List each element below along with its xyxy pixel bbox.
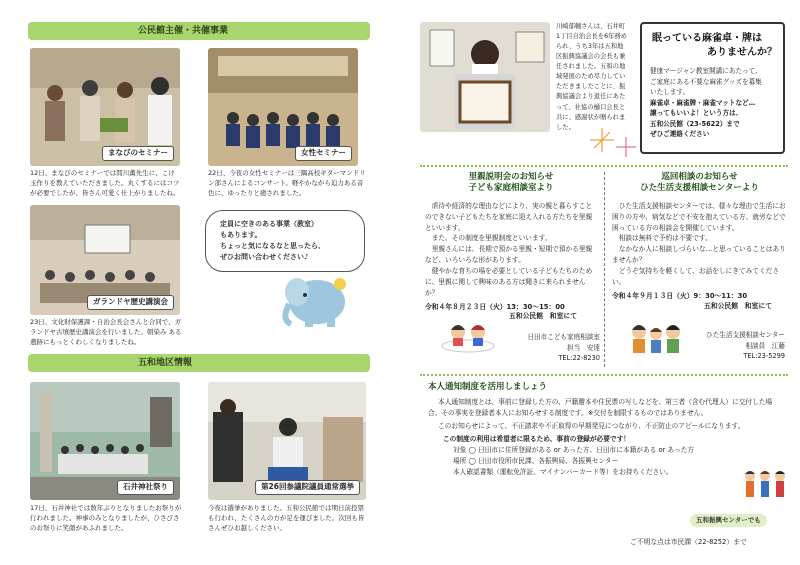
photo-caption: 今夜は選挙がありました。五和公民館では期日前投票も行われ、たくさんの方が足を運びました。次回も皆さんぜひお越しください。	[208, 504, 365, 532]
foster-contact: 日田市こども家庭相談室 担当 安達 TEL:22-8230	[527, 333, 600, 363]
photo-label: 石井神社祭り	[117, 480, 174, 495]
photo-shrine-festival	[30, 382, 180, 500]
consult-body: ひた生活支援相談センターでは、様々な理由で生活にお困りの方や、病気などで不安を抱えている方、就労などで困っている方の相談会を開催しています。 相談は無料で予約は不要です。 なかなか人に相談しづらいな…と思っていることはありませんか？ どうぞ気持ちを軽くして、お話をしにきてみてください。	[612, 201, 786, 286]
photo-women-seminar	[208, 48, 358, 166]
photo-label: 第26回参議院議員通常選挙	[255, 480, 360, 495]
person-caption: 川崎郁輔さんは、石井町1丁目自治会長を6年務められ、うち3年は五和地区振興協議会の会長も兼任されました。五和の地域発展のため尽力していただきましたことに、振興協議会より退任にあたって、社協の樋口会長と共に、感謝状が贈られました。	[556, 23, 627, 131]
notice-body-3: この制度の利用は希望者に限るため、事前の登録が必要です！	[443, 435, 630, 443]
section-header-events-text: 公民館主催・共催事業	[138, 26, 229, 36]
photo-label: まなびのセミナー	[102, 146, 174, 161]
person-with-certificate	[420, 22, 550, 132]
section-header-events	[28, 22, 370, 40]
fireworks-icon	[590, 125, 640, 165]
foster-place: 五和公民館 和室にて	[509, 312, 577, 321]
center-tag: 五和振興センターでも	[690, 514, 767, 527]
notice-docs: 本人確認書類（運転免許証、マイナンバーカード等）をお持ちください。	[453, 467, 673, 476]
consult-title: 巡回相談のお知らせ ひた生活支援相談センターより	[640, 172, 759, 194]
notice-target: 対象 ◯ 日田市に住所登録がある or あった方、日田市に本籍がある or あった方	[453, 445, 695, 454]
bubble-text: 定員に空きのある事業（教室） もあります。 ちょっと気になるなと思ったら、 ぜひお問い合わせください♪	[220, 220, 325, 261]
notice-title: 本人通知制度を活用しましょう	[428, 382, 548, 392]
section-header-district-text: 五和地区情報	[138, 358, 193, 368]
photo-caption: 12日、まなびのセミナーでは間川薫先生に、こけ玉作りを教えていただきました。丸くするにはコツが必要でしたが、皆さん可愛く仕上がりましたね。	[30, 169, 180, 197]
consultation-notice	[612, 172, 787, 311]
consult-contact: ひた生活支援相談センター 相談員 江藤 TEL:23-5299	[706, 331, 785, 361]
notice-body-1: 本人通知制度とは、事前に登録した方の、戸籍謄本や住民票の写しなどを、第三者（含む代理人）に交付した場合、その事実を登録者本人にお知らせする制度です。※交付を制限するものではありません。	[428, 398, 773, 418]
divider-dotted	[420, 165, 788, 167]
foster-title: 里親説明会のお知らせ 子ども家庭相談室より	[468, 172, 554, 194]
notice-body-2: このお知らせによって、不正請求や不正取得の早期発見につながり、不正防止のアピールになります。	[438, 422, 745, 431]
divider-dotted	[420, 374, 788, 376]
children-icon	[440, 318, 495, 353]
consult-date: 令和４年９月１３日（火）9：30～11：30	[612, 291, 748, 300]
foster-body: 虐待や経済的な理由などにより、実の親と暮らすことのできない子どもたちを家庭に迎え入れる方たちを里親といいます。 また、その制度を里親制度といいます。 里親さんには、長期で預かる里親・短期で預かる里親など、いろいろな形があります。 健やかな育ちの場を必要としている子どもたちのために、里親に関して興味のある方は聞きに来られませんか？	[425, 201, 593, 297]
photo-caption: 17日、石井神社では数年ぶりとなりましたお祭りが行われました。神事のみとなりましたが、ひさびさのお祭りに笑顔があふれました。	[30, 504, 182, 532]
consult-people-icon	[625, 320, 687, 358]
photo-label: ガランドヤ歴史講演会	[87, 295, 174, 310]
inquiry-footer: ご不明な点は市民課（22-8252）まで	[630, 538, 747, 546]
photo-caption: 23日、文化財保護課・自治会長会さんと合同で、ガランドヤ古墳歴史講演会を行いました。朝染み ある遺跡にもっとくわしくなりましたね。	[30, 318, 182, 346]
photo-history-lecture	[30, 205, 180, 315]
notice-location: 場所 ◯ 日田市役所市民課、各振興局、各振興センター	[453, 456, 619, 465]
mahjong-body: 健康マージャン教室開講にあたって、 ご家庭にある不要な麻雀グッズを募集 いたします。 麻雀卓・麻雀牌・麻雀マットなど… 譲ってもいいよ！という方は、 五和公民館（23-5622）まで ぜひご連絡ください	[650, 67, 762, 139]
photo-label: 女性セミナー	[295, 146, 352, 161]
elephant-icon	[275, 262, 355, 332]
family-icon	[740, 468, 790, 503]
mahjong-request-box	[640, 22, 785, 154]
photo-election	[208, 382, 366, 500]
foster-date: 令和４年８月２３日（火）13：30～15：00	[425, 302, 565, 311]
foster-parent-notice	[425, 172, 597, 322]
notification-system-notice	[428, 382, 786, 477]
mahjong-title: 眠っている麻雀卓・牌は ありませんか？	[652, 33, 777, 58]
divider-vertical	[604, 172, 605, 367]
consult-place: 五和公民館 和室にて	[704, 301, 772, 310]
photo-manabi-seminar	[30, 48, 180, 166]
photo-caption: 22日、今夜の女性セミナーは三隅高校ギターマンドリン部さんによるコンサート。軽やかながら迫力ある音色に、ゆったりと癒されました。	[208, 169, 366, 197]
photo-award-person	[420, 22, 550, 132]
section-header-district	[28, 354, 370, 372]
